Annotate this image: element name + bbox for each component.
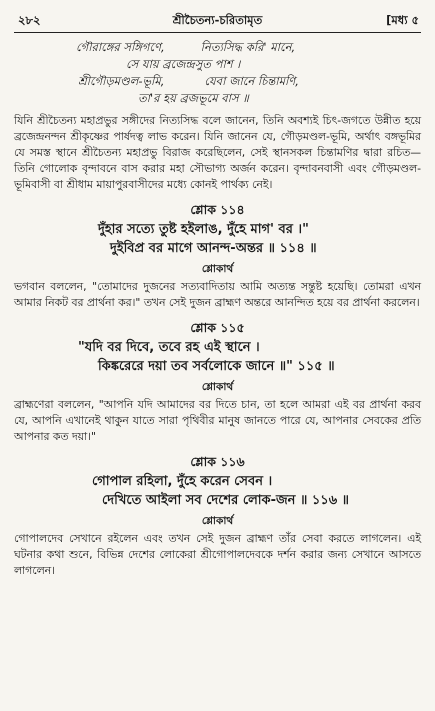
verse-114 <box>14 202 421 311</box>
verse-line: "যদি বর দিবে, তবে রহ এই স্থানে । <box>78 340 260 355</box>
section-marker: [মধ্য ৫ <box>386 13 419 27</box>
translation-text: ব্রাহ্মণেরা বললেন, "আপনি যদি আমাদের বর দিতে চান, তা হলে আমরা এই বর প্রার্থনা করব যে, আপনি এখানেই থাকুন যাতে সারা পৃথিবীর মানুষ জানতে পারে যে, আপনার সেবকের প্রতি আপনার কত দয়া।" <box>14 398 421 443</box>
page-number: ২৮২ <box>18 13 41 27</box>
verse-heading: শ্লোক ১১৫ <box>190 320 245 335</box>
translation-label: শ্লোকার্থ <box>201 263 234 275</box>
translation-label: শ্লোকার্থ <box>201 381 234 393</box>
verse-line: কিঙ্করেরে দয়া তব সর্বলোকে জানে ॥" ১১৫ ॥ <box>98 359 335 374</box>
verse-heading: শ্লোক ১১৪ <box>190 202 245 217</box>
intro-verse-line3b: যেবা জানে চিন্তামণি, <box>204 74 299 88</box>
intro-purport: যিনি শ্রীচৈতন্য মহাপ্রভুর সঙ্গীদের নিত্যসিদ্ধ বলে জানেন, তিনি অবশ্যই চিৎ-জগতে উন্নীত হয়ে ব্রজেন্দ্রনন্দন শ্রীকৃষ্ণের পার্ষদত্ব লাভ করেন। যিনি জানেন যে, গৌড়মণ্ডল-ভূমি, অর্থাৎ বঙ্গভূমির যে সমস্ত স্থানে শ্রীচৈতন্য মহাপ্রভু বিরাজ করেছিলেন, সেই স্থানসকল চিন্তামণির দ্বারা রচিত—তিনি গোলোক বৃন্দাবনে বাস করার মহা সৌভাগ্য অর্জন করেন। বৃন্দাবনবাসী এবং গৌড়মণ্ডল-ভূমিবাসী বা শ্রীধাম মায়াপুরবাসীদের মধ্যে কোনই পার্থক্য নেই। <box>14 114 421 191</box>
translation-text: গোপালদেব সেখানে রইলেন এবং তখন সেই দুজন ব্রাহ্মণ তাঁর সেবা করতে লাগলেন। এই ঘটনার কথা শুনে, বিভিন্ন দেশের লোকেরা শ্রীগোপালদেবকে দর্শন করার জন্য সেখানে আসতে লাগলেন। <box>14 532 421 577</box>
translation-label: শ্লোকার্থ <box>201 515 234 527</box>
translation-text: ভগবান বললেন, "তোমাদের দুজনের সত্যবাদিতায় আমি অত্যন্ত সন্তুষ্ট হয়েছি। তোমরা এখন আমার নিকট বর প্রার্থনা কর।" তখন সেই দুজন ব্রাহ্মণ অন্তরে আনন্দিত হয়ে বর প্রার্থনা করলেন। <box>14 280 421 309</box>
running-title: শ্রীচৈতন্য-চরিতামৃত <box>172 13 263 27</box>
verse-line: গোপাল রহিলা, দুঁহে করেন সেবন । <box>92 474 273 489</box>
intro-verse-line1a: গৌরাঙ্গের সঙ্গিগণে, <box>76 40 165 54</box>
page-header <box>14 8 421 32</box>
intro-verse-line4: তা'র হয় ব্রজভূমে বাস ॥ <box>138 91 249 105</box>
header-rule <box>14 32 421 33</box>
verse-line: দুঁহার সত্যে তুষ্ট হইলাঙ, দুঁহে মাগ' বর ।" <box>98 222 309 237</box>
verse-heading: শ্লোক ১১৬ <box>190 454 245 469</box>
intro-verse-line1b: নিত্যসিদ্ধ করি' মানে, <box>200 40 296 54</box>
intro-verse <box>14 39 421 107</box>
verse-116 <box>14 454 421 579</box>
verse-line: দুইবিপ্র বর মাগে আনন্দ-অন্তর ॥ ১১৪ ॥ <box>110 241 317 256</box>
intro-verse-line3a: শ্রীগৌড়মণ্ডল-ভূমি, <box>78 74 165 88</box>
verse-115 <box>14 320 421 445</box>
verse-line: দেখিতে আইলা সব দেশের লোক-জন ॥ ১১৬ ॥ <box>102 493 350 508</box>
intro-verse-line2: সে যায় ব্রজেন্দ্রসুত পাশ । <box>126 57 241 71</box>
